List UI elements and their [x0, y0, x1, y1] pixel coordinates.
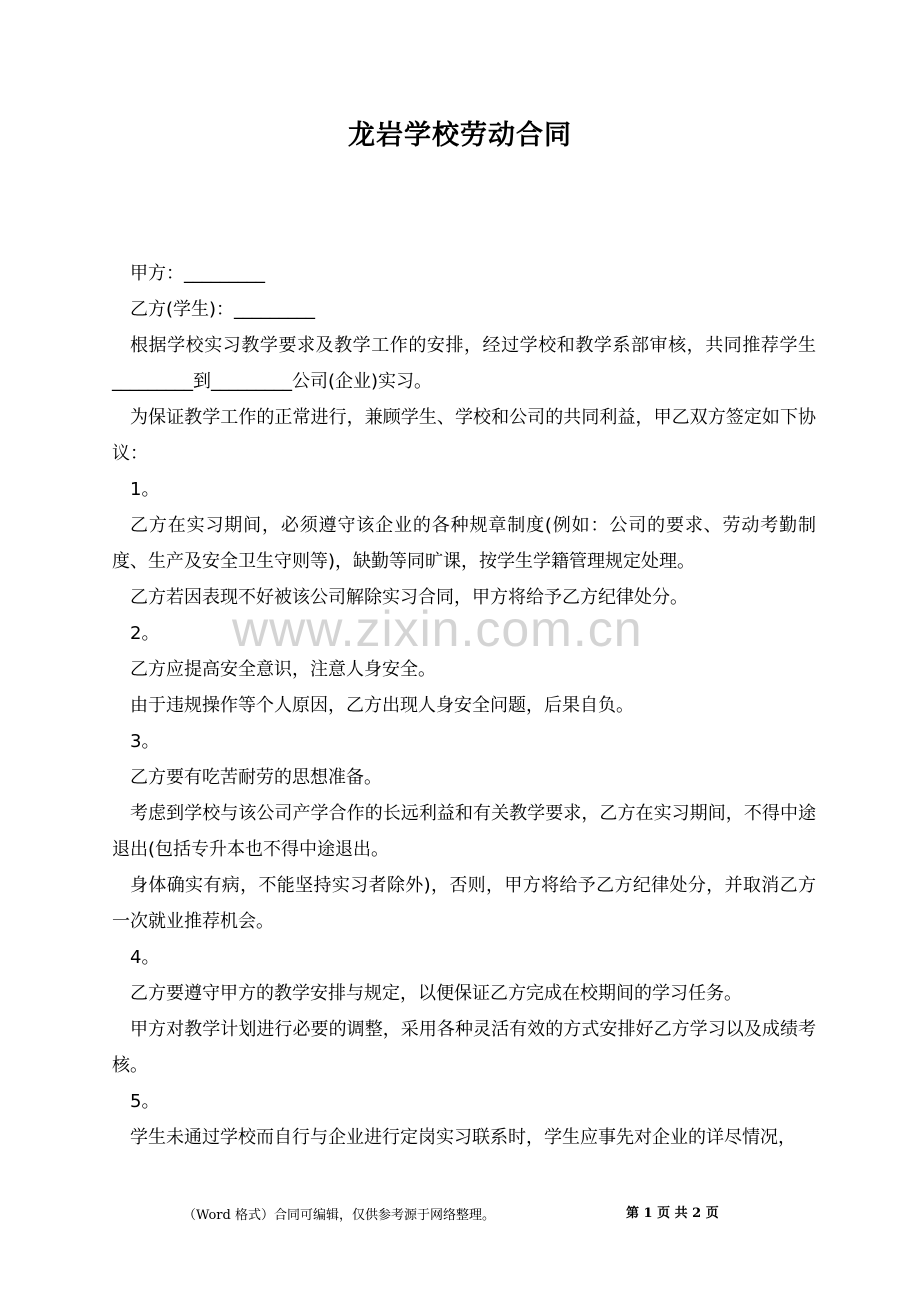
- paragraph: 身体确实有病，不能坚持实习者除外)，否则，甲方将给予乙方纪律处分，并取消乙方一次就业推荐机会。: [112, 875, 816, 932]
- paragraph: 乙方要有吃苦耐劳的思想准备。: [130, 767, 382, 788]
- paragraph: 乙方应提高安全意识，注意人身安全。: [130, 659, 436, 680]
- clause-number: 3。: [130, 731, 160, 752]
- paragraph: 乙方若因表现不好被该公司解除实习合同，甲方将给予乙方纪律处分。: [130, 587, 688, 608]
- party-a-line: 甲方：_________: [130, 263, 265, 284]
- paragraph: 乙方在实习期间，必须遵守该企业的各种规章制度(例如：公司的要求、劳动考勤制度、生产及安全卫生守则等)，缺勤等同旷课，按学生学籍管理规定处理。: [112, 515, 816, 572]
- paragraph: 根据学校实习教学要求及教学工作的安排，经过学校和教学系部审核，共同推荐学生_________到_________公司(企业)实习。: [112, 335, 816, 392]
- clause-number: 2。: [130, 623, 160, 644]
- clause-number: 1。: [130, 479, 160, 500]
- document-body: [112, 256, 816, 1156]
- clause-number: 4。: [130, 947, 160, 968]
- paragraph: 乙方要遵守甲方的教学安排与规定，以便保证乙方完成在校期间的学习任务。: [130, 983, 742, 1004]
- paragraph: 学生未通过学校而自行与企业进行定岗实习联系时，学生应事先对企业的详尽情况，: [130, 1127, 796, 1148]
- paragraph: 为保证教学工作的正常进行，兼顾学生、学校和公司的共同利益，甲乙双方签定如下协议：: [112, 407, 816, 464]
- party-b-line: 乙方(学生)：_________: [130, 299, 316, 320]
- document-title: 龙岩学校劳动合同: [348, 120, 572, 151]
- footer-note: （Word 格式）合同可编辑，仅供参考源于网络整理。: [183, 1208, 495, 1223]
- paragraph: 甲方对教学计划进行必要的调整，采用各种灵活有效的方式安排好乙方学习以及成绩考核。: [112, 1019, 816, 1076]
- clause-number: 5。: [130, 1091, 160, 1112]
- page-indicator: 第 1 页 共 2 页: [626, 1206, 719, 1221]
- watermark: www.zixin.com.cn: [232, 601, 643, 657]
- paragraph: 由于违规操作等个人原因，乙方出现人身安全问题，后果自负。: [130, 695, 634, 716]
- paragraph: 考虑到学校与该公司产学合作的长远利益和有关教学要求，乙方在实习期间，不得中途退出(包括专升本也不得中途退出。: [112, 803, 816, 860]
